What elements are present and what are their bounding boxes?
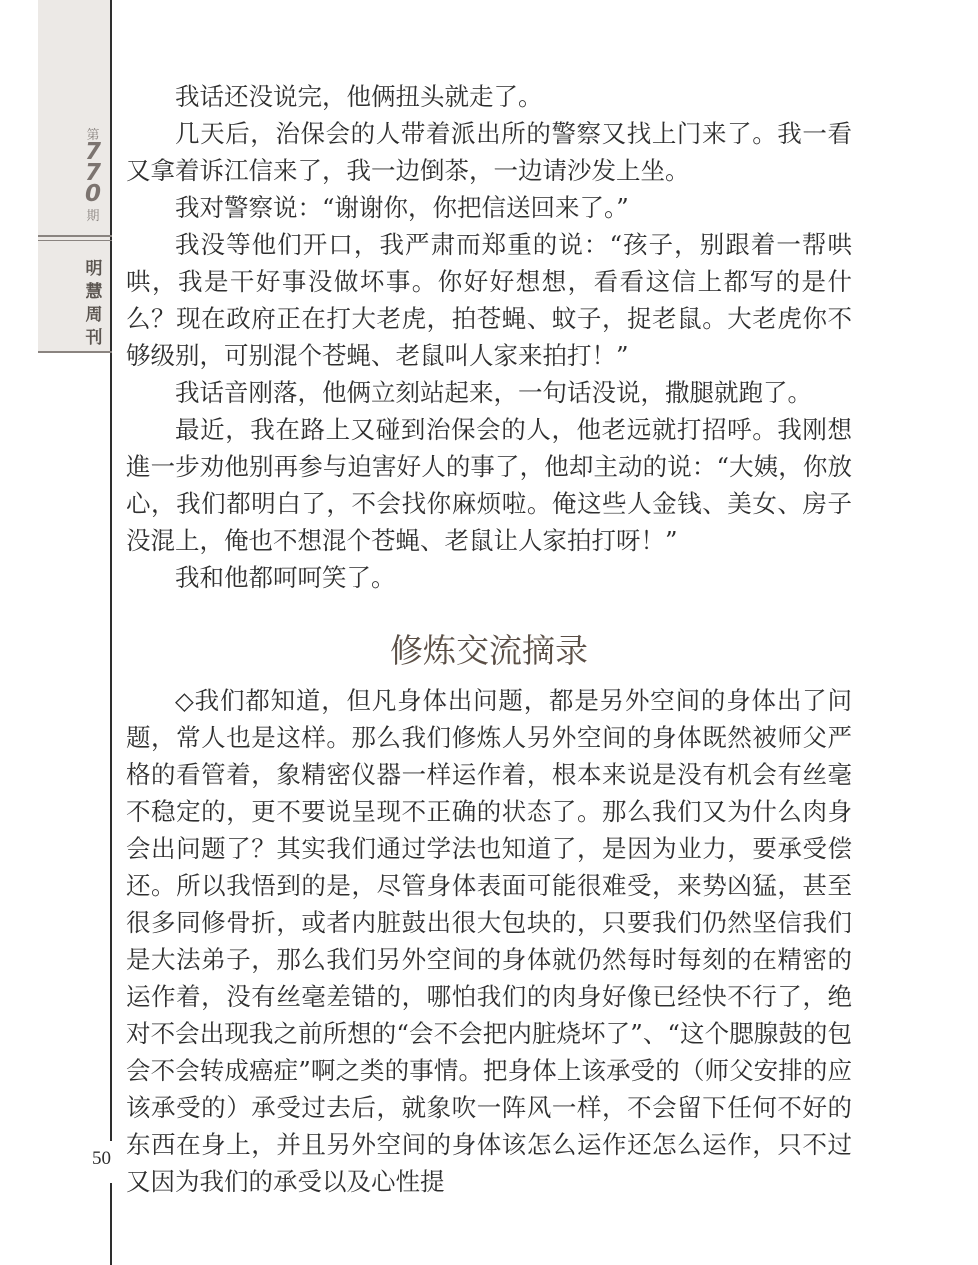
article-body (126, 78, 852, 1200)
sidebar-bottom-rule (38, 351, 112, 353)
issue-number: 770 (84, 139, 101, 207)
story-paragraph: 几天后，治保会的人带着派出所的警察又找上门来了。我一看又拿着诉江信来了，我一边倒茶，一边请沙发上坐。 (126, 119, 852, 185)
issue-prefix: 第 (86, 128, 100, 143)
sidebar-divider-thin (38, 240, 112, 241)
margin-rule (110, 0, 112, 1141)
magazine-name: 明慧周刊 (85, 259, 103, 348)
page-number: 50 (92, 1148, 111, 1169)
story-paragraph: 我没等他们开口，我严肃而郑重的说：“孩子，别跟着一帮哄哄，我是干好事没做坏事。你好好想想，看看这信上都写的是什么？现在政府正在打大老虎，拍苍蝇、蚊子，捉老鼠。大老虎你不够级别，可别混个苍蝇、老鼠叫人家来拍打！” (126, 230, 852, 370)
sidebar-divider (38, 235, 112, 237)
section-heading: 修炼交流摘录 (390, 631, 588, 670)
story-paragraph: 最近，我在路上又碰到治保会的人，他老远就打招呼。我刚想進一步劝他别再参与迫害好人的事了，他却主动的说：“大姨，你放心，我们都明白了，不会找你麻烦啦。俺这些人金钱、美女、房子没混上，俺也不想混个苍蝇、老鼠让人家拍打呀！” (126, 415, 852, 555)
story-paragraph: 我和他都呵呵笑了。 (175, 563, 396, 592)
story-paragraph: 我对警察说：“谢谢你，你把信送回来了。” (175, 193, 629, 222)
issue-suffix: 期 (86, 209, 100, 224)
margin-rule-lower (110, 1183, 112, 1265)
story-paragraph: 我话还没说完，他俩扭头就走了。 (175, 82, 543, 111)
story-paragraph: 我话音刚落，他俩立刻站起来，一句话没说，撒腿就跑了。 (175, 378, 812, 407)
section-paragraph: ◇我们都知道，但凡身体出问题，都是另外空间的身体出了问题，常人也是这样。那么我们修炼人另外空间的身体既然被师父严格的看管着，象精密仪器一样运作着，根本来说是没有机会有丝毫不稳定的，更不要说呈现不正确的状态了。那么我们又为什么肉身会出问题了？其实我们通过学法也知道了，是因为业力，要承受偿还。所以我悟到的是，尽管身体表面可能很难受，来势凶猛，甚至很多同修骨折，或者内脏鼓出很大包块的，只要我们仍然坚信我们是大法弟子，那么我们另外空间的身体就仍然每时每刻的在精密的运作着，没有丝毫差错的，哪怕我们的肉身好像已经快不行了，绝对不会出现我之前所想的“会不会把内脏烧坏了”、“这个腮腺鼓的包会不会转成癌症”啊之类的事情。把身体上该承受的（师父安排的应该承受的）承受过去后，就象吹一阵风一样，不会留下任何不好的东西在身上，并且另外空间的身体该怎么运作还怎么运作，只不过又因为我们的承受以及心性提 (126, 686, 852, 1196)
